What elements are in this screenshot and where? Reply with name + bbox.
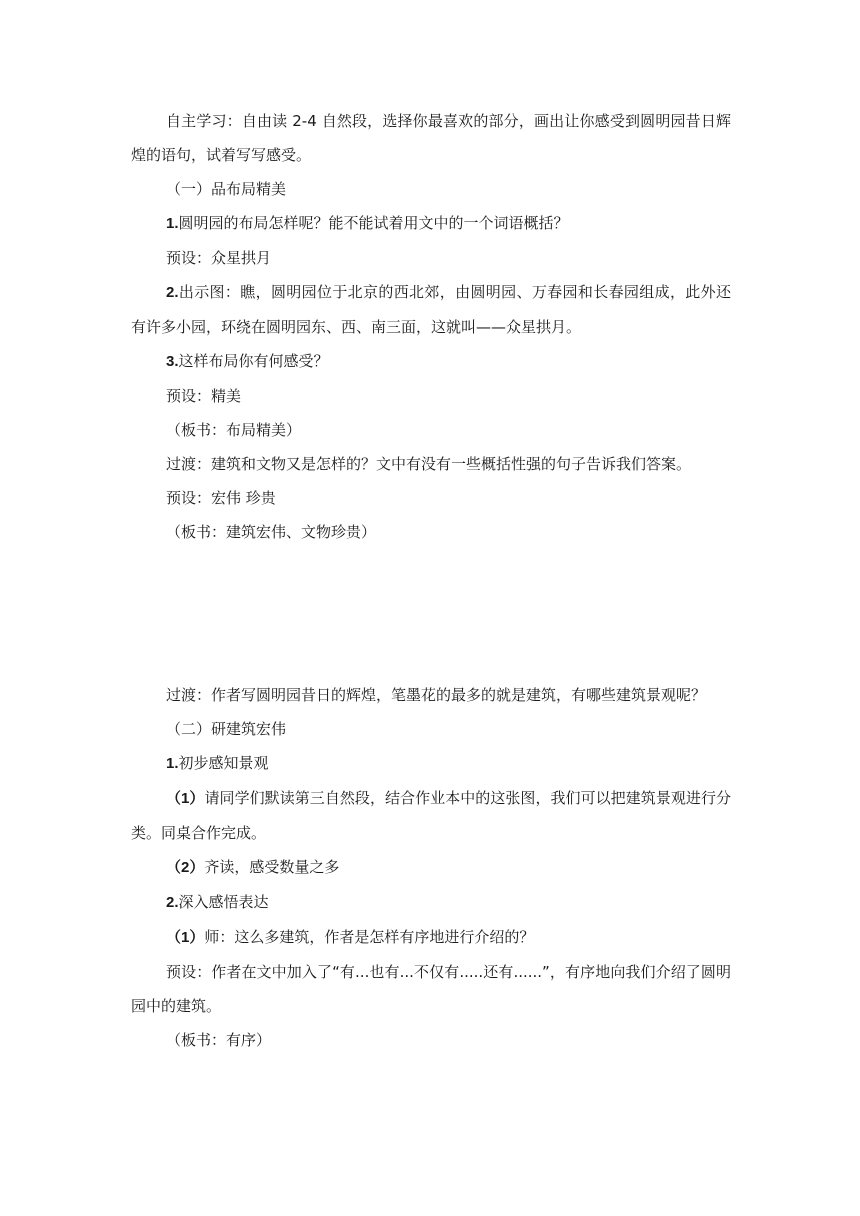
self-study-paragraph: 自主学习：自由读 2-4 自然段，选择你最喜欢的部分，画出让你感受到圆明园昔日辉煌的语句，试着写写感受。 [131, 112, 731, 164]
item-number: 1. [166, 755, 179, 772]
preset-answer: 预设：众星拱月 [166, 249, 272, 267]
subheading-architecture: （二）研建筑宏伟 [166, 720, 287, 738]
step-initial-perception-text: 初步感知景观 [178, 754, 269, 772]
transition-paragraph: 过渡：作者写圆明园昔日的辉煌，笔墨花的最多的就是建筑，有哪些建筑景观呢？ [166, 686, 707, 704]
show-picture-text: 出示图：瞧，圆明园位于北京的西北郊，由圆明园、万春园和长春园组成，此外还有许多小园，环绕在圆明园东、西、南三面，这就叫——众星拱月。 [131, 283, 731, 336]
question-layout [131, 206, 731, 241]
section-one [131, 104, 731, 549]
preset-answer: 预设：宏伟 珍贵 [166, 489, 276, 507]
question-feeling [131, 344, 731, 379]
board-note: （板书：建筑宏伟、文物珍贵） [166, 523, 377, 541]
section-two [131, 678, 731, 1057]
item-number: 2. [166, 284, 179, 301]
item-number: 1. [166, 215, 179, 232]
step-deep-understanding-text: 深入感悟表达 [178, 893, 269, 911]
subheading-layout: （一）品布局精美 [166, 180, 287, 198]
preset-answer: 预设：精美 [166, 387, 242, 405]
item-number: 3. [166, 353, 179, 370]
question-layout-text: 圆明园的布局怎样呢？能不能试着用文中的一个词语概括？ [178, 214, 569, 232]
sub-step-read-together-text: 齐读，感受数量之多 [204, 858, 340, 876]
step-initial-perception [131, 746, 731, 781]
transition-paragraph: 过渡：建筑和文物又是怎样的？文中有没有一些概括性强的句子告诉我们答案。 [166, 455, 692, 473]
board-note: （板书：布局精美） [166, 421, 302, 439]
sub-step-teacher-question [131, 920, 731, 955]
sub-step-read-together [131, 850, 731, 885]
sub-step-silent-reading [131, 781, 731, 850]
item-number: 2. [166, 894, 179, 911]
board-note: （板书：有序） [166, 1031, 272, 1049]
question-feeling-text: 这样布局你有何感受？ [178, 352, 329, 370]
sub-item-number: （1） [166, 929, 205, 946]
sub-item-number: （2） [166, 859, 205, 876]
sub-step-silent-reading-text: 请同学们默读第三自然段，结合作业本中的这张图，我们可以把建筑景观进行分类。同桌合作完成。 [131, 789, 731, 842]
sub-item-number: （1） [166, 790, 205, 807]
step-deep-understanding [131, 885, 731, 920]
sub-step-teacher-question-text: 师：这么多建筑，作者是怎样有序地进行介绍的？ [204, 928, 535, 946]
show-picture-paragraph [131, 275, 731, 344]
preset-answer: 预设：作者在文中加入了“有...也有...不仅有.....还有......”，有序地向我们介绍了圆明园中的建筑。 [131, 963, 731, 1015]
